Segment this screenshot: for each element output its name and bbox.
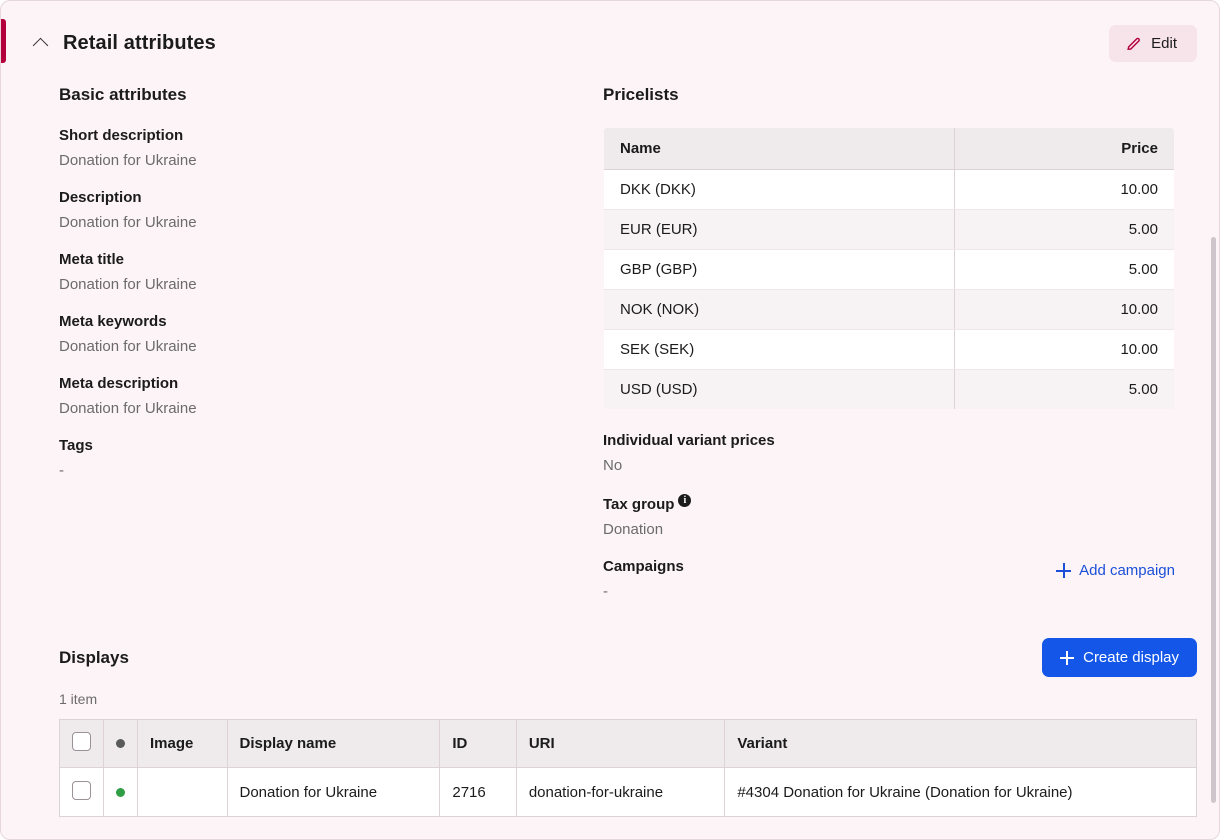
table-row [604,370,1175,410]
field-value: Donation for Ukraine [59,338,197,355]
select-all-header [60,720,104,768]
field-label: Description [59,189,142,206]
pricelist-price: 5.00 [954,250,1174,290]
displays-section [1,620,1219,817]
section-header [1,1,1219,63]
displays-header [59,638,1197,677]
tax-group-label: Tax group [603,496,675,513]
edit-button-label: Edit [1151,34,1177,52]
table-row [604,170,1175,210]
pricelist-name: NOK (NOK) [604,290,955,330]
pricelist-price: 5.00 [954,210,1174,250]
status-column-header [104,720,138,768]
table-row [604,210,1175,250]
chevron-up-icon[interactable] [27,30,53,56]
field-individual-variant-prices [603,432,1175,474]
row-uri: donation-for-ukraine [516,768,725,817]
column-header-name: Name [604,128,955,170]
row-status-cell [104,768,138,817]
basic-attributes-column [27,75,603,620]
status-dot-icon [116,739,125,748]
field-value: No [603,457,623,474]
column-header-uri: URI [516,720,725,768]
table-row[interactable] [60,768,1197,817]
pricelists-table [603,127,1175,410]
pricelists-heading: Pricelists [603,85,679,104]
page-title: Retail attributes [63,31,216,54]
pricelists-column [603,75,1197,620]
select-all-checkbox[interactable] [72,732,91,751]
field-label [603,494,1175,513]
field-value: - [603,583,608,600]
field-label: Campaigns [603,558,684,575]
column-header-display-name: Display name [227,720,440,768]
pricelist-price: 10.00 [954,290,1174,330]
item-count: 1 item [59,691,98,707]
plus-icon [1060,651,1074,665]
table-row [604,330,1175,370]
create-display-button[interactable] [1042,638,1197,677]
table-header-row [60,720,1197,768]
field-tags [59,437,583,479]
field-label: Individual variant prices [603,432,775,449]
field-description [59,189,583,231]
field-label: Short description [59,127,184,144]
row-select-cell [60,768,104,817]
field-value: Donation for Ukraine [59,276,197,293]
column-header-id: ID [440,720,516,768]
pricelist-name: SEK (SEK) [604,330,955,370]
vertical-scrollbar[interactable] [1211,237,1216,803]
add-campaign-label: Add campaign [1079,562,1175,579]
field-label: Meta title [59,251,125,268]
display-thumbnail [150,778,192,806]
plus-icon [1056,563,1071,578]
field-meta-description [59,375,583,417]
row-display-name: Donation for Ukraine [227,768,440,817]
edit-button[interactable] [1109,25,1197,62]
pricelist-price: 5.00 [954,370,1174,410]
field-meta-title [59,251,583,293]
accent-bar [1,19,6,63]
pricelist-name: USD (USD) [604,370,955,410]
pricelist-name: EUR (EUR) [604,210,955,250]
field-value: - [59,462,64,479]
field-short-description [59,127,583,169]
table-row [604,290,1175,330]
displays-table [59,719,1197,817]
row-checkbox[interactable] [72,781,91,800]
field-meta-keywords [59,313,583,355]
field-label: Meta keywords [59,313,167,330]
info-icon[interactable]: i [678,494,691,507]
field-value: Donation for Ukraine [59,214,197,231]
row-image-cell [138,768,228,817]
add-campaign-button[interactable] [1056,562,1175,579]
row-variant: #4304 Donation for Ukraine (Donation for Ukraine) [725,768,1197,817]
displays-heading: Displays [59,647,129,667]
field-label: Meta description [59,375,179,392]
table-row [604,250,1175,290]
field-tax-group [603,494,1175,538]
create-display-label: Create display [1083,649,1179,666]
column-header-price: Price [954,128,1174,170]
pricelist-name: DKK (DKK) [604,170,955,210]
pricelist-name: GBP (GBP) [604,250,955,290]
column-header-variant: Variant [725,720,1197,768]
field-value: Donation for Ukraine [59,152,197,169]
field-value: Donation for Ukraine [59,400,197,417]
pricelist-price: 10.00 [954,170,1174,210]
pencil-icon [1125,35,1142,52]
row-id: 2716 [440,768,516,817]
field-value: Donation [603,521,664,538]
basic-attributes-heading: Basic attributes [59,85,187,104]
column-header-image: Image [138,720,228,768]
pricelist-price: 10.00 [954,330,1174,370]
table-header-row [604,128,1175,170]
field-campaigns [603,558,1175,600]
field-label: Tags [59,437,93,454]
attributes-columns [1,63,1219,620]
status-online-icon [116,788,125,797]
